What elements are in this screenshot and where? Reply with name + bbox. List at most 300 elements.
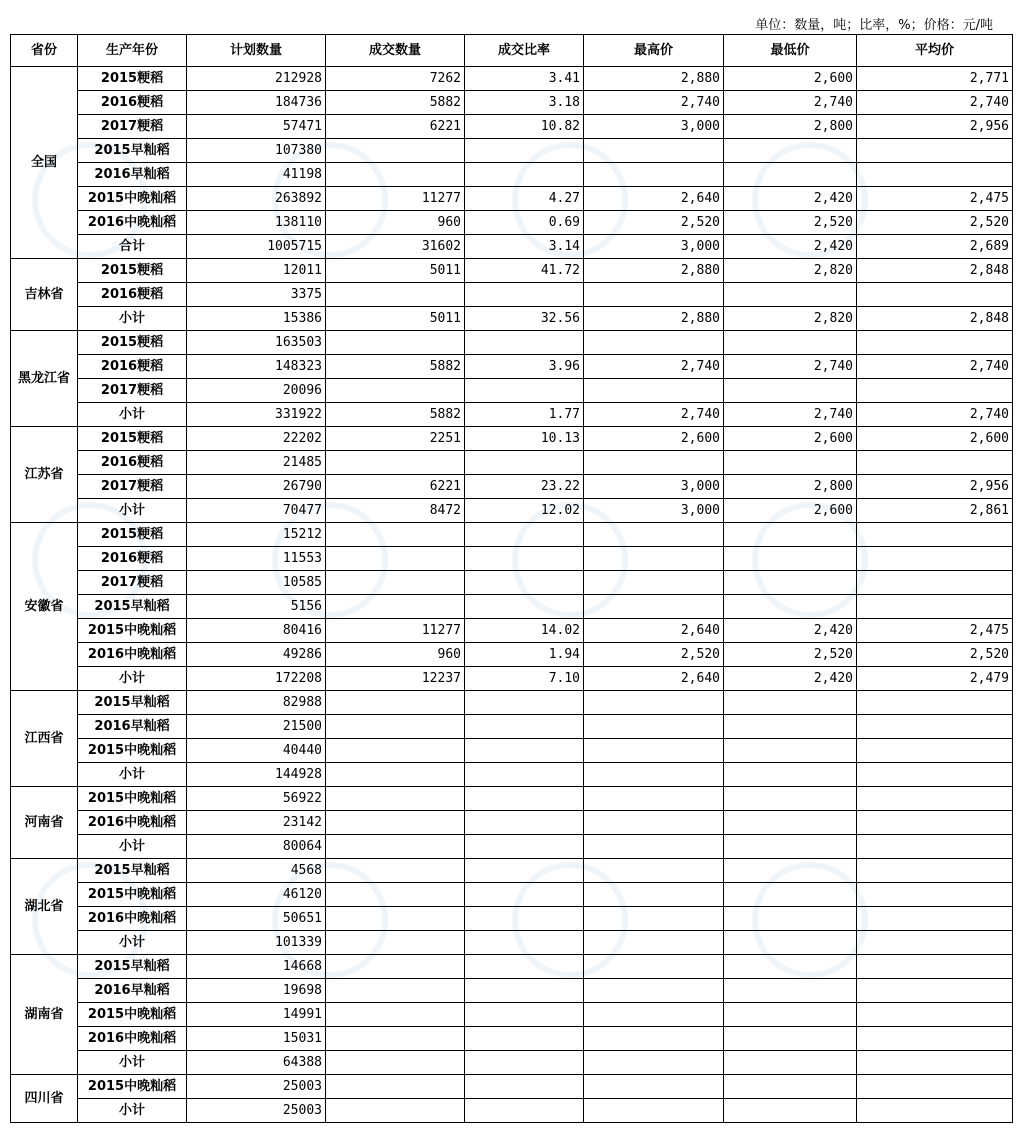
traded-quantity-cell: 5882 [326,403,465,427]
planned-quantity-cell: 21485 [187,451,326,475]
table-row [11,739,1013,763]
highest-price-cell: 2,880 [584,259,724,283]
table-row [11,931,1013,955]
traded-quantity-cell: 960 [326,211,465,235]
highest-price-cell [584,331,724,355]
lowest-price-cell [724,1099,857,1123]
traded-quantity-cell [326,1075,465,1099]
table-row [11,619,1013,643]
table-row [11,451,1013,475]
highest-price-cell [584,283,724,307]
header-row [11,35,1013,67]
trade-ratio-cell [465,739,584,763]
production-year-cell: 2015粳稻 [78,331,187,355]
lowest-price-cell [724,715,857,739]
table-row [11,979,1013,1003]
traded-quantity-cell: 12237 [326,667,465,691]
highest-price-cell [584,163,724,187]
lowest-price-cell [724,835,857,859]
lowest-price-cell: 2,420 [724,667,857,691]
table-row [11,595,1013,619]
production-year-cell: 2016中晚籼稻 [78,211,187,235]
average-price-cell [857,1099,1013,1123]
highest-price-cell [584,547,724,571]
trade-ratio-cell [465,547,584,571]
production-year-cell: 2015粳稻 [78,427,187,451]
planned-quantity-cell: 15212 [187,523,326,547]
production-year-cell: 2015中晚籼稻 [78,1003,187,1027]
planned-quantity-cell: 14668 [187,955,326,979]
planned-quantity-cell: 70477 [187,499,326,523]
average-price-cell [857,139,1013,163]
traded-quantity-cell: 5882 [326,91,465,115]
traded-quantity-cell: 2251 [326,427,465,451]
average-price-cell: 2,740 [857,403,1013,427]
traded-quantity-cell [326,907,465,931]
trade-ratio-cell [465,763,584,787]
production-year-cell: 2015中晚籼稻 [78,883,187,907]
traded-quantity-cell [326,931,465,955]
production-year-cell: 2015早籼稻 [78,691,187,715]
highest-price-cell [584,1099,724,1123]
lowest-price-cell [724,523,857,547]
table-row [11,283,1013,307]
production-year-cell: 小计 [78,835,187,859]
production-year-cell: 2015中晚籼稻 [78,1075,187,1099]
production-year-cell: 小计 [78,307,187,331]
average-price-cell [857,1051,1013,1075]
table-body [11,67,1013,1123]
production-year-cell: 2016早籼稻 [78,715,187,739]
average-price-cell [857,907,1013,931]
trade-ratio-cell: 1.94 [465,643,584,667]
traded-quantity-cell [326,1051,465,1075]
trade-ratio-cell [465,931,584,955]
average-price-cell [857,1075,1013,1099]
production-year-cell: 2016中晚籼稻 [78,811,187,835]
highest-price-cell [584,811,724,835]
header-lowest-price: 最低价 [724,35,857,67]
production-year-cell: 合计 [78,235,187,259]
average-price-cell [857,859,1013,883]
production-year-cell: 2017粳稻 [78,475,187,499]
planned-quantity-cell: 11553 [187,547,326,571]
production-year-cell: 小计 [78,1099,187,1123]
table-row [11,475,1013,499]
production-year-cell: 小计 [78,403,187,427]
lowest-price-cell: 2,800 [724,475,857,499]
lowest-price-cell [724,1075,857,1099]
average-price-cell [857,955,1013,979]
average-price-cell: 2,956 [857,475,1013,499]
table-row [11,67,1013,91]
traded-quantity-cell [326,451,465,475]
table-row [11,907,1013,931]
highest-price-cell: 2,740 [584,403,724,427]
lowest-price-cell: 2,800 [724,115,857,139]
trade-ratio-cell [465,715,584,739]
planned-quantity-cell: 10585 [187,571,326,595]
highest-price-cell: 3,000 [584,475,724,499]
production-year-cell: 2016粳稻 [78,355,187,379]
traded-quantity-cell [326,955,465,979]
traded-quantity-cell [326,331,465,355]
header-province: 省份 [11,35,78,67]
table-row [11,883,1013,907]
average-price-cell [857,787,1013,811]
average-price-cell [857,931,1013,955]
average-price-cell [857,523,1013,547]
header-production-year: 生产年份 [78,35,187,67]
average-price-cell [857,979,1013,1003]
table-row [11,523,1013,547]
trade-ratio-cell: 1.77 [465,403,584,427]
highest-price-cell [584,1051,724,1075]
planned-quantity-cell: 107380 [187,139,326,163]
production-year-cell: 小计 [78,931,187,955]
lowest-price-cell [724,763,857,787]
planned-quantity-cell: 22202 [187,427,326,451]
highest-price-cell [584,523,724,547]
trade-ratio-cell: 10.82 [465,115,584,139]
table-row [11,403,1013,427]
lowest-price-cell: 2,820 [724,307,857,331]
highest-price-cell [584,595,724,619]
lowest-price-cell [724,883,857,907]
traded-quantity-cell [326,523,465,547]
trade-ratio-cell: 23.22 [465,475,584,499]
lowest-price-cell [724,1051,857,1075]
traded-quantity-cell [326,163,465,187]
average-price-cell [857,691,1013,715]
highest-price-cell [584,691,724,715]
planned-quantity-cell: 25003 [187,1099,326,1123]
table-row [11,811,1013,835]
table-row [11,307,1013,331]
traded-quantity-cell: 5882 [326,355,465,379]
planned-quantity-cell: 15386 [187,307,326,331]
lowest-price-cell: 2,520 [724,643,857,667]
traded-quantity-cell [326,763,465,787]
production-year-cell: 2015中晚籼稻 [78,619,187,643]
table-row [11,1099,1013,1123]
lowest-price-cell: 2,740 [724,355,857,379]
lowest-price-cell [724,595,857,619]
trade-ratio-cell [465,1099,584,1123]
average-price-cell [857,283,1013,307]
lowest-price-cell [724,139,857,163]
average-price-cell [857,883,1013,907]
table-row [11,787,1013,811]
planned-quantity-cell: 163503 [187,331,326,355]
table-row [11,667,1013,691]
lowest-price-cell: 2,740 [724,403,857,427]
table-row [11,187,1013,211]
highest-price-cell [584,571,724,595]
table-row [11,211,1013,235]
trade-ratio-cell: 3.41 [465,67,584,91]
lowest-price-cell: 2,600 [724,67,857,91]
lowest-price-cell [724,739,857,763]
traded-quantity-cell [326,547,465,571]
planned-quantity-cell: 20096 [187,379,326,403]
trade-ratio-cell: 32.56 [465,307,584,331]
trade-ratio-cell [465,523,584,547]
province-cell: 全国 [11,67,78,259]
trade-ratio-cell [465,955,584,979]
highest-price-cell: 2,640 [584,667,724,691]
lowest-price-cell [724,1027,857,1051]
trade-ratio-cell [465,283,584,307]
traded-quantity-cell: 6221 [326,475,465,499]
table-row [11,763,1013,787]
traded-quantity-cell [326,883,465,907]
lowest-price-cell [724,331,857,355]
trade-ratio-cell [465,1003,584,1027]
highest-price-cell: 3,000 [584,235,724,259]
production-year-cell: 2016中晚籼稻 [78,1027,187,1051]
highest-price-cell: 2,640 [584,187,724,211]
traded-quantity-cell [326,691,465,715]
planned-quantity-cell: 12011 [187,259,326,283]
lowest-price-cell [724,547,857,571]
planned-quantity-cell: 1005715 [187,235,326,259]
traded-quantity-cell [326,979,465,1003]
traded-quantity-cell [326,859,465,883]
planned-quantity-cell: 56922 [187,787,326,811]
highest-price-cell: 2,880 [584,307,724,331]
traded-quantity-cell [326,739,465,763]
planned-quantity-cell: 26790 [187,475,326,499]
trade-ratio-cell [465,331,584,355]
planned-quantity-cell: 80064 [187,835,326,859]
traded-quantity-cell: 5011 [326,307,465,331]
average-price-cell: 2,956 [857,115,1013,139]
table-row [11,859,1013,883]
traded-quantity-cell: 960 [326,643,465,667]
production-year-cell: 2016早籼稻 [78,979,187,1003]
province-cell: 四川省 [11,1075,78,1123]
traded-quantity-cell [326,283,465,307]
province-cell: 黑龙江省 [11,331,78,427]
lowest-price-cell: 2,520 [724,211,857,235]
average-price-cell: 2,848 [857,259,1013,283]
trade-ratio-cell: 14.02 [465,619,584,643]
production-year-cell: 小计 [78,499,187,523]
lowest-price-cell: 2,420 [724,235,857,259]
lowest-price-cell [724,811,857,835]
table-row [11,355,1013,379]
trade-ratio-cell: 4.27 [465,187,584,211]
planned-quantity-cell: 138110 [187,211,326,235]
highest-price-cell [584,859,724,883]
highest-price-cell [584,451,724,475]
highest-price-cell: 2,520 [584,211,724,235]
province-cell: 江西省 [11,691,78,787]
traded-quantity-cell [326,139,465,163]
trade-ratio-cell [465,835,584,859]
traded-quantity-cell [326,1027,465,1051]
traded-quantity-cell: 11277 [326,619,465,643]
lowest-price-cell [724,859,857,883]
lowest-price-cell: 2,420 [724,187,857,211]
average-price-cell [857,811,1013,835]
planned-quantity-cell: 64388 [187,1051,326,1075]
average-price-cell [857,715,1013,739]
trade-ratio-cell: 3.14 [465,235,584,259]
traded-quantity-cell [326,1003,465,1027]
lowest-price-cell [724,379,857,403]
average-price-cell [857,547,1013,571]
highest-price-cell: 2,520 [584,643,724,667]
average-price-cell [857,1027,1013,1051]
trade-ratio-cell [465,979,584,1003]
highest-price-cell: 3,000 [584,499,724,523]
lowest-price-cell [724,907,857,931]
planned-quantity-cell: 212928 [187,67,326,91]
planned-quantity-cell: 15031 [187,1027,326,1051]
province-cell: 吉林省 [11,259,78,331]
planned-quantity-cell: 46120 [187,883,326,907]
table-row [11,715,1013,739]
trade-ratio-cell [465,139,584,163]
planned-quantity-cell: 3375 [187,283,326,307]
trade-ratio-cell: 7.10 [465,667,584,691]
production-year-cell: 2016粳稻 [78,547,187,571]
average-price-cell: 2,479 [857,667,1013,691]
lowest-price-cell: 2,600 [724,427,857,451]
production-year-cell: 2015中晚籼稻 [78,187,187,211]
table-row [11,91,1013,115]
planned-quantity-cell: 263892 [187,187,326,211]
table-row [11,1027,1013,1051]
average-price-cell [857,1003,1013,1027]
production-year-cell: 小计 [78,1051,187,1075]
average-price-cell [857,451,1013,475]
average-price-cell [857,739,1013,763]
traded-quantity-cell [326,811,465,835]
lowest-price-cell [724,691,857,715]
highest-price-cell [584,1027,724,1051]
highest-price-cell [584,715,724,739]
average-price-cell: 2,771 [857,67,1013,91]
province-cell: 河南省 [11,787,78,859]
highest-price-cell [584,763,724,787]
trade-ratio-cell [465,883,584,907]
trade-ratio-cell [465,1051,584,1075]
traded-quantity-cell: 7262 [326,67,465,91]
highest-price-cell: 2,740 [584,355,724,379]
planned-quantity-cell: 82988 [187,691,326,715]
highest-price-cell [584,931,724,955]
trade-ratio-cell: 12.02 [465,499,584,523]
highest-price-cell: 2,740 [584,91,724,115]
production-year-cell: 2017粳稻 [78,115,187,139]
production-year-cell: 2016粳稻 [78,283,187,307]
planned-quantity-cell: 49286 [187,643,326,667]
highest-price-cell: 2,880 [584,67,724,91]
production-year-cell: 小计 [78,667,187,691]
province-cell: 湖北省 [11,859,78,955]
traded-quantity-cell [326,1099,465,1123]
average-price-cell: 2,740 [857,91,1013,115]
header-traded-quantity: 成交数量 [326,35,465,67]
production-year-cell: 2017粳稻 [78,571,187,595]
production-year-cell: 2016粳稻 [78,451,187,475]
lowest-price-cell [724,451,857,475]
table-row [11,499,1013,523]
average-price-cell: 2,689 [857,235,1013,259]
production-year-cell: 2016早籼稻 [78,163,187,187]
production-year-cell: 2016中晚籼稻 [78,907,187,931]
planned-quantity-cell: 172208 [187,667,326,691]
traded-quantity-cell [326,571,465,595]
trade-ratio-cell [465,595,584,619]
lowest-price-cell [724,283,857,307]
average-price-cell [857,595,1013,619]
production-year-cell: 2016粳稻 [78,91,187,115]
production-year-cell: 小计 [78,763,187,787]
average-price-cell: 2,600 [857,427,1013,451]
planned-quantity-cell: 101339 [187,931,326,955]
trade-ratio-cell: 3.18 [465,91,584,115]
planned-quantity-cell: 40440 [187,739,326,763]
planned-quantity-cell: 23142 [187,811,326,835]
trade-ratio-cell [465,907,584,931]
production-year-cell: 2015中晚籼稻 [78,739,187,763]
highest-price-cell [584,907,724,931]
average-price-cell [857,379,1013,403]
traded-quantity-cell [326,595,465,619]
lowest-price-cell [724,979,857,1003]
planned-quantity-cell: 50651 [187,907,326,931]
highest-price-cell: 3,000 [584,115,724,139]
average-price-cell: 2,520 [857,211,1013,235]
average-price-cell [857,763,1013,787]
lowest-price-cell [724,931,857,955]
planned-quantity-cell: 4568 [187,859,326,883]
lowest-price-cell: 2,740 [724,91,857,115]
highest-price-cell [584,379,724,403]
average-price-cell: 2,520 [857,643,1013,667]
trade-ratio-cell [465,163,584,187]
trade-ratio-cell [465,691,584,715]
production-year-cell: 2015早籼稻 [78,859,187,883]
planned-quantity-cell: 41198 [187,163,326,187]
highest-price-cell [584,883,724,907]
highest-price-cell [584,139,724,163]
table-row [11,955,1013,979]
average-price-cell [857,163,1013,187]
trade-ratio-cell: 41.72 [465,259,584,283]
average-price-cell: 2,861 [857,499,1013,523]
trade-ratio-cell [465,1027,584,1051]
highest-price-cell [584,1003,724,1027]
traded-quantity-cell: 8472 [326,499,465,523]
traded-quantity-cell: 5011 [326,259,465,283]
table-row [11,571,1013,595]
traded-quantity-cell [326,379,465,403]
rice-auction-table [10,34,1013,1123]
traded-quantity-cell [326,835,465,859]
trade-ratio-cell: 3.96 [465,355,584,379]
highest-price-cell [584,955,724,979]
planned-quantity-cell: 14991 [187,1003,326,1027]
production-year-cell: 2015粳稻 [78,523,187,547]
header-planned-quantity: 计划数量 [187,35,326,67]
planned-quantity-cell: 331922 [187,403,326,427]
traded-quantity-cell: 31602 [326,235,465,259]
